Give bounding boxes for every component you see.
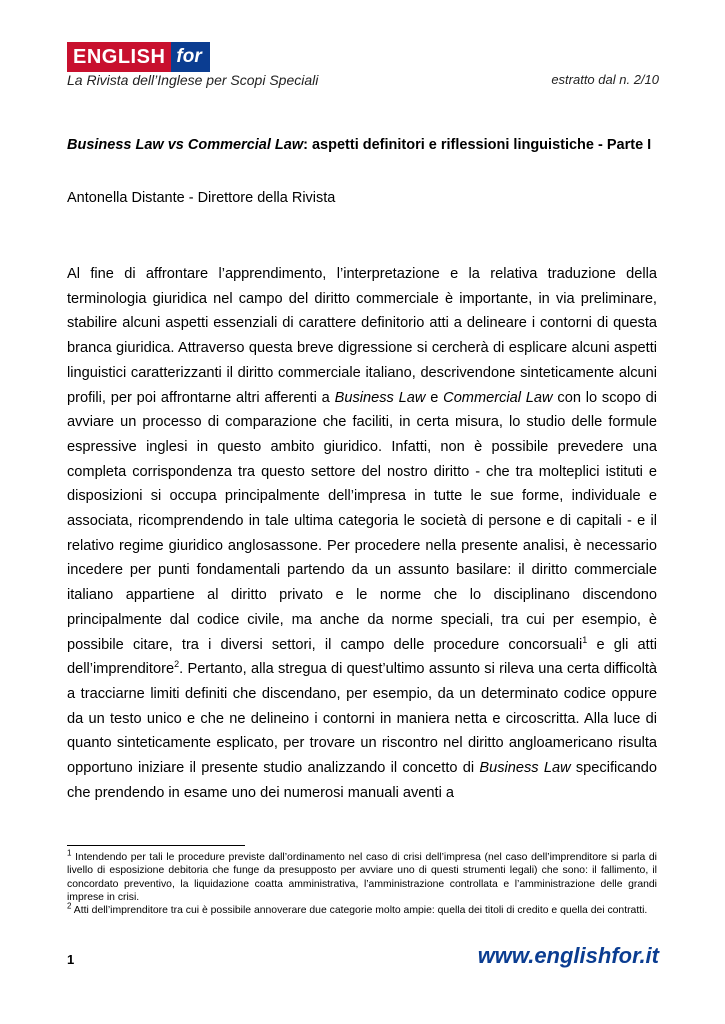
footnote-ref-2[interactable]: 2 <box>174 659 180 670</box>
footnote-text: Atti dell’imprenditore tra cui è possibile annoverare due categorie molto ampie: quella dei titoli di credito e quella dei contratti. <box>71 905 648 917</box>
body-text-segment: specificando che prendendo in esame uno dei numerosi manuali aventi a <box>67 760 658 801</box>
article-title-italic: Business Law vs Commercial Law <box>67 137 304 153</box>
body-italic-term: Business Law <box>479 760 571 777</box>
footnote-text: Intendendo per tali le procedure previste dall’ordinamento nel caso di crisi dell’impresa (nel caso dell’imprenditore si parla di livello di esposizione debitoria che funge da presupposto per avviare uno di questi strumenti legali) che sono: il fallimento, il concordato preventivo, la liquidazione coatta amministrativa, l’amministrazione controllata e l’amministrazione delle grandi imprese in crisi. <box>67 852 657 903</box>
article-title-rest: : aspetti definitori e riflessioni linguistiche - Parte I <box>303 137 652 153</box>
article-title <box>67 137 659 153</box>
body-text-segment: con lo scopo di avviare un processo di comparazione che faciliti, in certa misura, lo studio delle formule espressive inglesi in questo ambito giuridico. Infatti, non è possibile prevedere una completa corrispondenza tra questo settore del nostro diritto - che tra molteplici istituti e disposizioni si occupa principalmente dell’impresa in tutte le sue forme, individuale e associata, ricomprendendo in tale ultima categoria le società di persone e di capitali - e il relativo regime giuridico anglosassone. Per procedere nella presente analisi, è necessario incedere per punti fondamentali partendo da un assunto basilare: il diritto commerciale italiano appartiene al diritto privato e le norme che lo disciplinano discendono principalmente dal codice civile, ma anche da norme speciali, tra cui per esempio, è possibile citare, tra i diversi settori, il campo delle procedure concorsuali <box>67 389 658 653</box>
footnote-2 <box>67 901 657 917</box>
magazine-tagline: La Rivista dell’Inglese per Scopi Speciali <box>67 72 319 88</box>
footnote-number: 1 <box>67 848 72 858</box>
body-text-segment: e gli atti dell’imprenditore <box>67 636 657 678</box>
body-text-segment: . Pertanto, alla stregua di quest’ultimo assunto si rileva una certa difficoltà a tracciarne limiti definiti che discendano, per esempio, da un determinato codice oppure da un testo unico e che ne delineino i contorni in maniera netta e circoscritta. Alla luce di quanto sinteticamente esplicato, per trovare un riscontro nel diritto angloamericano risulta opportuno iniziare il presente studio analizzando il concetto di <box>67 661 657 777</box>
footnote-ref-1[interactable]: 1 <box>582 634 588 645</box>
body-italic-term: Business Law <box>334 389 426 406</box>
website-link[interactable]: www.englishfor.it <box>477 943 659 968</box>
logo-english-text: ENGLISH <box>67 42 171 72</box>
logo-for-text: for <box>171 42 209 72</box>
article-author: Antonella Distante - Direttore della Rivista <box>67 190 336 206</box>
issue-extract-label: estratto dal n. 2/10 <box>551 72 659 87</box>
footnote-divider <box>67 845 245 846</box>
body-text-segment: e <box>425 389 444 406</box>
englishfor-logo <box>67 42 210 72</box>
footnote-1 <box>67 848 657 904</box>
page-header <box>67 42 659 92</box>
body-italic-term: Commercial Law <box>443 389 553 406</box>
footnotes <box>67 848 657 917</box>
footnote-number: 2 <box>67 901 72 911</box>
page-number: 1 <box>67 952 75 967</box>
body-text-segment: Al fine di affrontare l’apprendimento, l’interpretazione e la relativa traduzione della terminologia giuridica nel campo del diritto commerciale è importante, in via preliminare, stabilire alcuni aspetti essenziali di carattere definitorio atti a delineare i contorni di questa branca giuridica. Attraverso questa breve digressione si cercherà di esplicare alcuni aspetti linguistici caratterizzanti il diritto commerciale italiano, descrivendone sinteticamente alcuni profili, per poi affrontarne altri afferenti a <box>67 266 657 406</box>
article-body <box>67 262 657 805</box>
